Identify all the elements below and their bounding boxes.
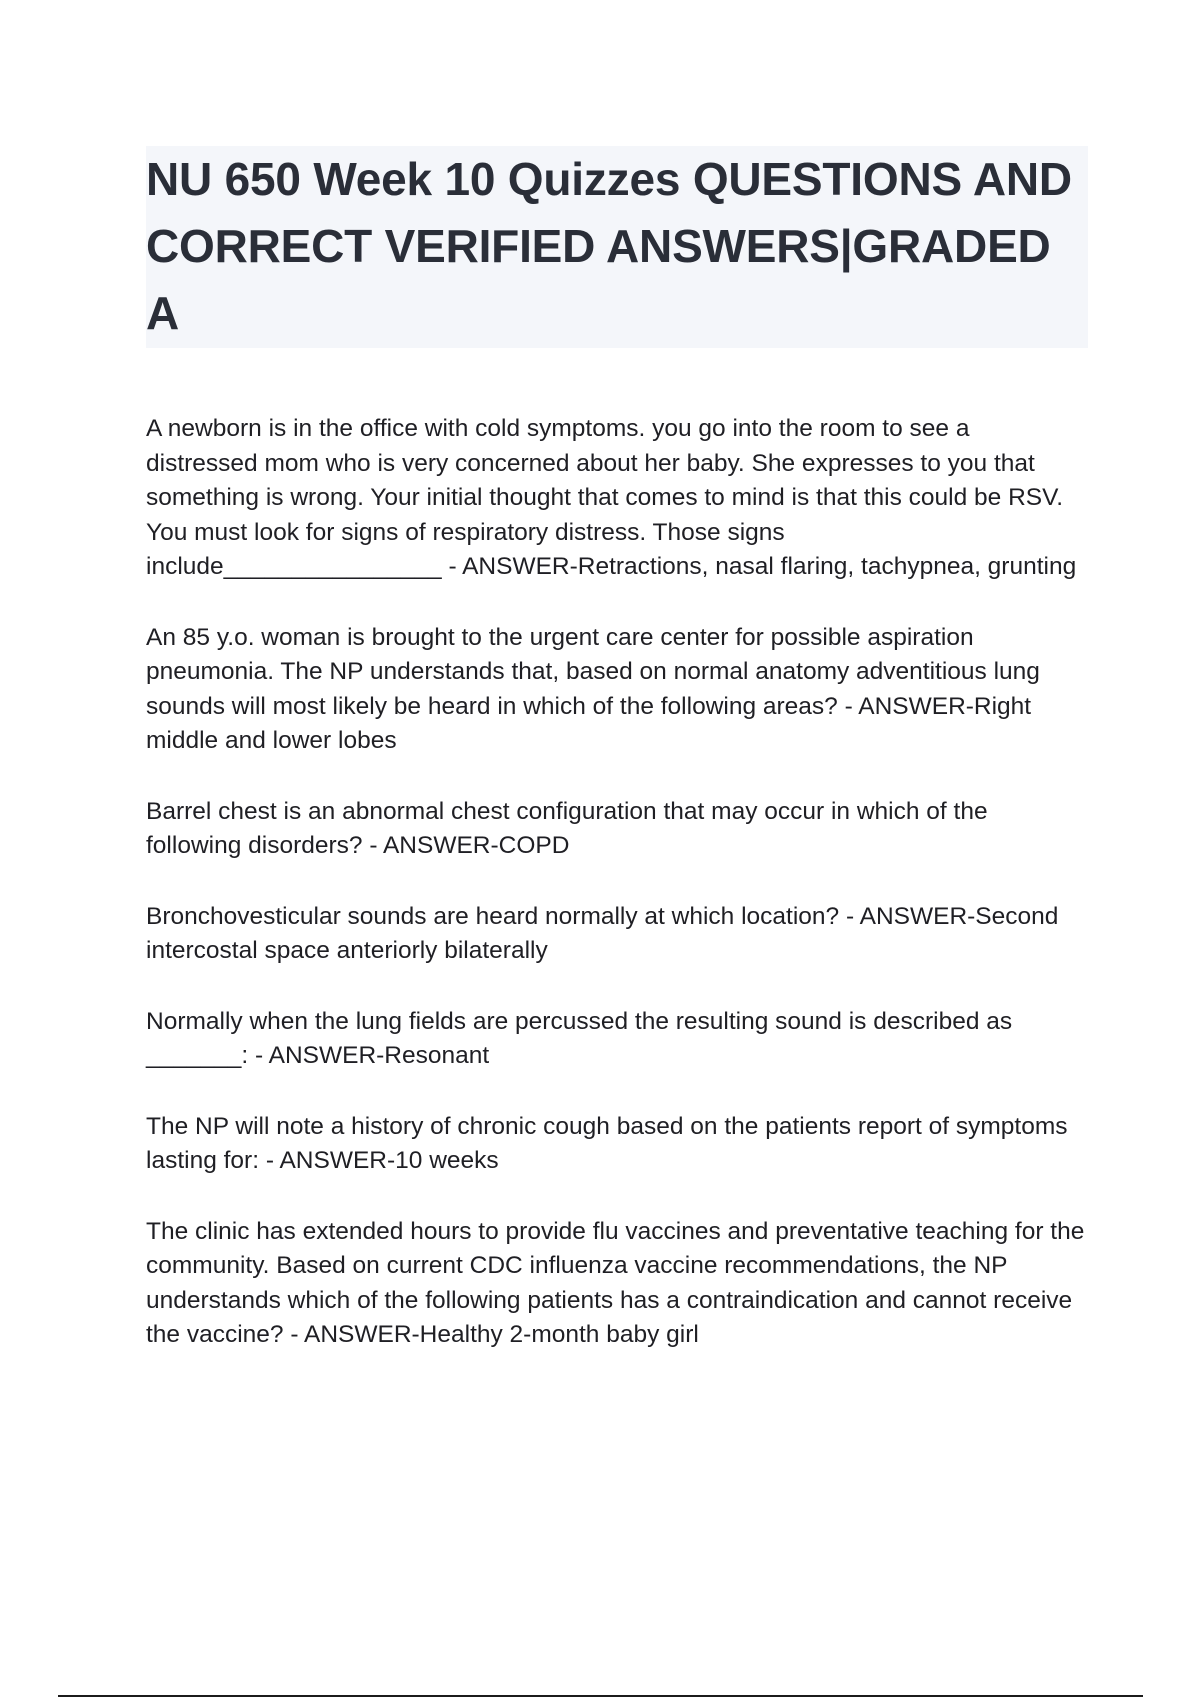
document-title: NU 650 Week 10 Quizzes QUESTIONS AND CORRECT VERIFIED ANSWERS|GRADED A bbox=[146, 153, 1072, 339]
qa-item: The clinic has extended hours to provide flu vaccines and preventative teaching for the community. Based on current CDC influenza vaccine recommendations, the NP understands which of the following patients has a contraindication and cannot receive the vaccine? - ANSWER-Healthy 2-month baby girl bbox=[146, 1217, 1092, 1348]
qa-item: An 85 y.o. woman is brought to the urgent care center for possible aspiration pneumonia. The NP understands that, based on normal anatomy adventitious lung sounds will most likely be heard in which of the following areas? - ANSWER-Right middle and lower lobes bbox=[146, 623, 1047, 754]
qa-item: Barrel chest is an abnormal chest configuration that may occur in which of the following disorders? - ANSWER-COPD bbox=[146, 797, 995, 859]
qa-item: Bronchovesticular sounds are heard normally at which location? - ANSWER-Second intercostal space anteriorly bilaterally bbox=[146, 902, 1066, 964]
qa-list bbox=[146, 412, 1092, 1389]
qa-item: The NP will note a history of chronic cough based on the patients report of symptoms lasting for: - ANSWER-10 weeks bbox=[146, 1112, 1075, 1174]
title-block bbox=[146, 146, 1088, 348]
qa-item: Normally when the lung fields are percussed the resulting sound is described as _______: - ANSWER-Resonant bbox=[146, 1007, 1019, 1069]
page-bottom-rule bbox=[58, 1695, 1143, 1697]
qa-item: A newborn is in the office with cold symptoms. you go into the room to see a distressed mom who is very concerned about her baby. She expresses to you that something is wrong. Your initial thought that comes to mind is that this could be RSV. You must look for signs of respiratory distress. Those signs include________________ - ANSWER-Retractions, nasal flaring, tachypnea, grunting bbox=[146, 415, 1077, 580]
